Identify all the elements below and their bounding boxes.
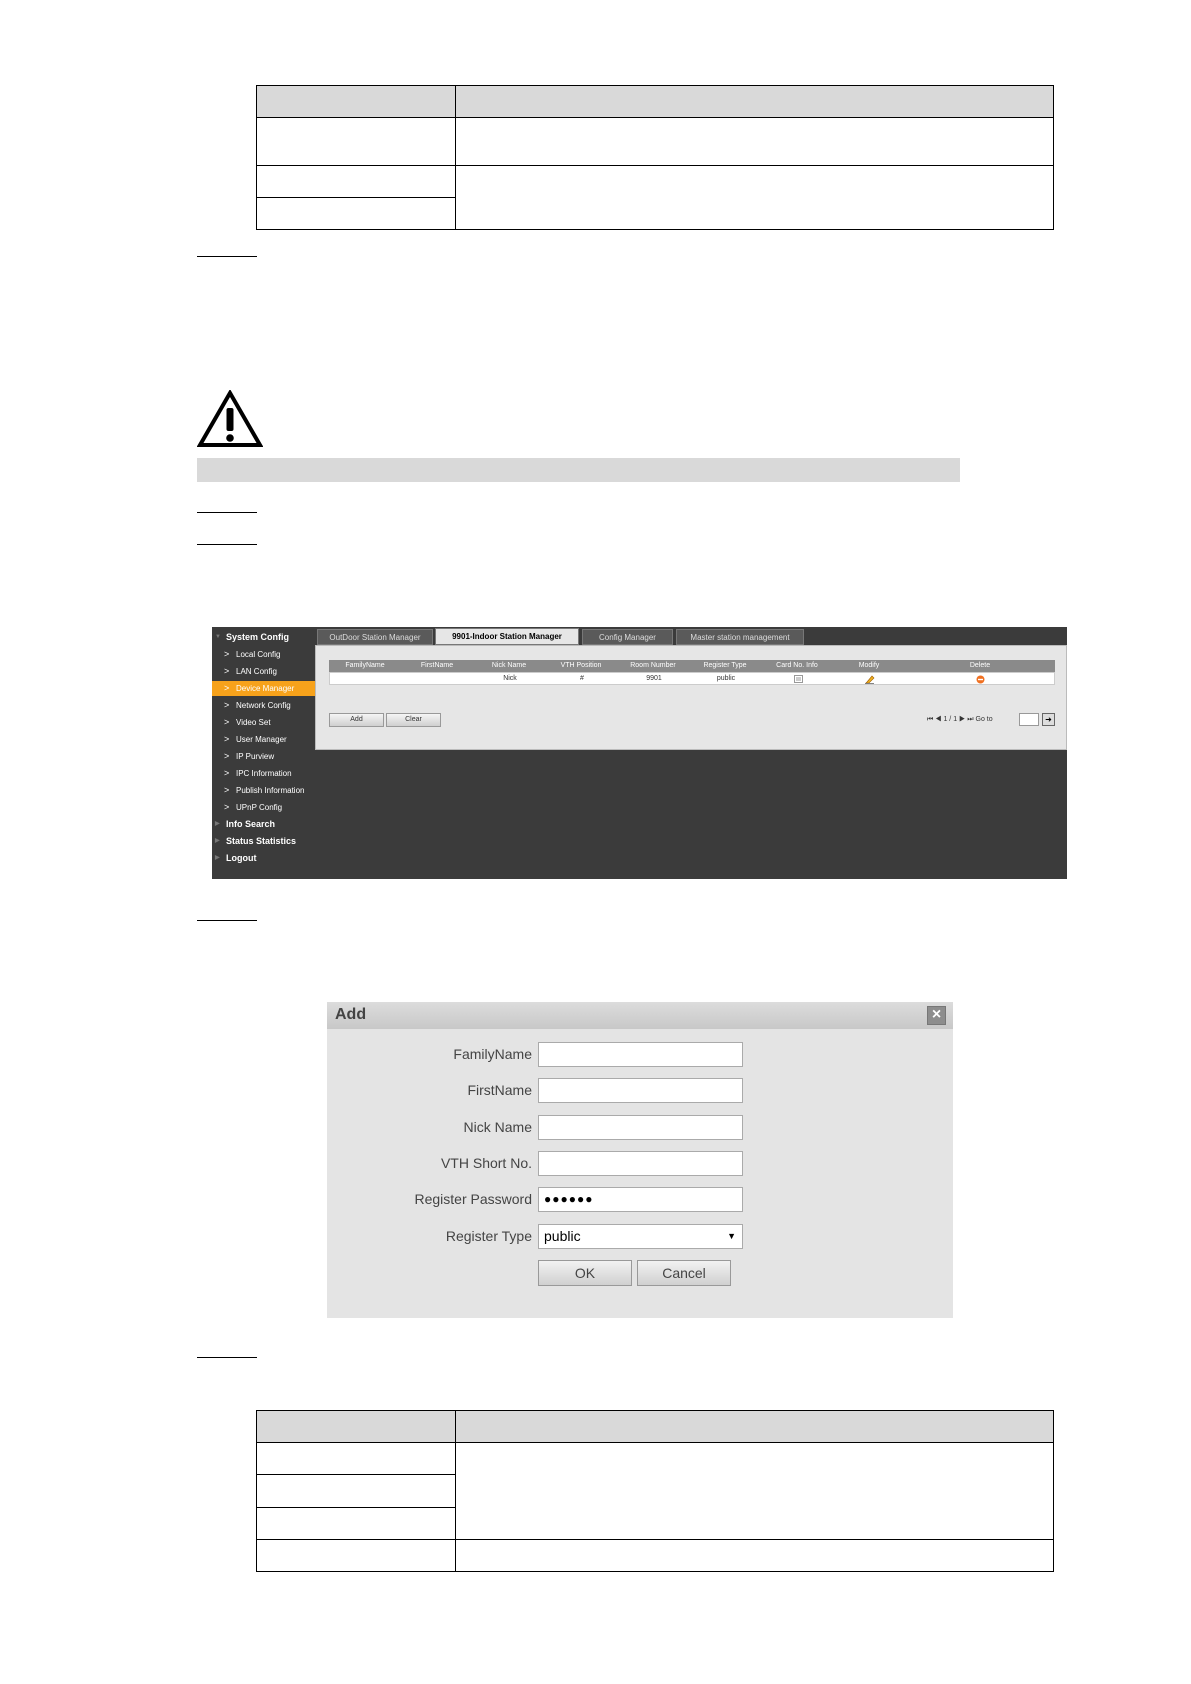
sidebar-item-ip-purview[interactable]: > IP Purview [212,749,315,764]
tab-indoor-station-manager[interactable]: 9901-Indoor Station Manager [435,628,579,645]
chevron-right-icon: > [224,666,230,676]
card-info-icon[interactable] [794,675,803,683]
sidebar-info-search[interactable]: ▶ Info Search [212,817,315,832]
chevron-right-icon: > [224,751,230,761]
sidebar-item-network-config[interactable]: > Network Config [212,698,315,713]
register-password-input[interactable]: ●●●●●● [538,1187,743,1212]
step-marker [197,920,257,921]
sidebar-item-user-manager[interactable]: > User Manager [212,732,315,747]
sidebar-item-device-manager[interactable]: > Device Manager [212,681,315,696]
chevron-right-icon: > [224,717,230,727]
table-row[interactable] [329,672,1055,685]
cell-nick-name: Nick [503,675,517,682]
bottom-table [256,1410,1054,1572]
table-header-cell [456,86,1054,118]
table-header-cell [257,1411,456,1443]
table-cell [257,1475,456,1508]
step-marker [197,256,257,257]
register-type-value: public [544,1228,581,1244]
table-cell [257,118,456,166]
column-header: Register Type [703,662,747,669]
column-header: Modify [858,662,880,669]
chevron-right-icon: > [224,683,230,693]
table-cell [257,1443,456,1475]
tab-config-manager[interactable]: Config Manager [582,629,673,645]
dialog-title: Add [335,1006,367,1023]
sidebar-system-config[interactable]: ▼ System Config [212,630,315,645]
nick-name-label: Nick Name [463,1119,532,1135]
tab-outdoor-station-manager[interactable]: OutDoor Station Manager [317,629,433,645]
sidebar-item-video-set[interactable]: > Video Set [212,715,315,730]
device-manager-screenshot [212,627,1067,879]
first-page-icon[interactable]: ⏮ [927,716,934,723]
delete-icon[interactable] [976,675,985,684]
table-cell [456,118,1054,166]
family-name-label: FamilyName [453,1046,532,1062]
table-header-cell [456,1411,1054,1443]
column-header: Nick Name [491,662,527,669]
vth-short-no-label: VTH Short No. [440,1155,532,1171]
top-table [256,85,1054,230]
table-cell [257,1540,456,1572]
sidebar-item-publish-information[interactable]: > Publish Information [212,783,315,798]
goto-label: Go to [975,716,993,723]
edit-icon[interactable] [865,674,875,684]
table-cell [456,166,1054,230]
tab-bar [315,627,1067,645]
table-cell [257,198,456,230]
column-header: Room Number [630,662,676,669]
cancel-button[interactable]: Cancel [637,1260,731,1286]
column-header: FamilyName [345,662,385,669]
chevron-right-icon: > [224,785,230,795]
table-cell [456,1540,1054,1572]
register-password-label: Register Password [414,1191,532,1207]
sidebar-item-local-config[interactable]: > Local Config [212,647,315,662]
vth-short-no-input[interactable] [538,1151,743,1176]
cell-register-type: public [716,675,736,682]
pager [927,713,993,727]
indoor-station-panel [315,645,1067,750]
chevron-right-icon: > [224,734,230,744]
register-type-label: Register Type [445,1228,532,1244]
goto-input[interactable] [1019,713,1039,726]
prev-page-icon[interactable]: ◀ [935,716,942,723]
go-arrow-icon[interactable]: ➜ [1042,713,1055,726]
column-header: Delete [969,662,991,669]
dialog-titlebar [327,1002,953,1029]
column-header: VTH Position [560,662,602,669]
cell-room-number: 9901 [646,675,662,682]
table-cell [456,1443,1054,1540]
table-header [329,660,1055,672]
nick-name-input[interactable] [538,1115,743,1140]
sidebar-item-ipc-information[interactable]: > IPC Information [212,766,315,781]
column-header: Card No. Info [776,662,818,669]
step-marker [197,544,257,545]
chevron-right-icon: > [224,768,230,778]
warning-icon [197,390,263,448]
add-button[interactable]: Add [329,713,384,727]
expand-icon: ▶ [215,821,220,827]
tab-master-station-management[interactable]: Master station management [676,629,804,645]
chevron-down-icon: ▼ [727,1231,736,1241]
register-type-select[interactable] [538,1224,743,1249]
sidebar [212,627,315,879]
sidebar-status-statistics[interactable]: ▶ Status Statistics [212,834,315,849]
step-marker [197,512,257,513]
family-name-input[interactable] [538,1042,743,1067]
last-page-icon[interactable]: ⏭ [967,716,974,723]
ok-button[interactable]: OK [538,1260,632,1286]
sidebar-item-lan-config[interactable]: > LAN Config [212,664,315,679]
table-cell [257,166,456,198]
table-header-cell [257,86,456,118]
warning-bar [197,458,960,482]
sidebar-logout[interactable]: ▶ Logout [212,851,315,866]
clear-button[interactable]: Clear [386,713,441,727]
chevron-right-icon: > [224,649,230,659]
expand-icon: ▶ [215,838,220,844]
expand-icon: ▶ [215,855,220,861]
close-icon[interactable]: × [927,1006,946,1025]
sidebar-item-upnp-config[interactable]: > UPnP Config [212,800,315,815]
chevron-right-icon: > [224,802,230,812]
step-marker [197,1357,257,1358]
column-header: FirstName [420,662,454,669]
page-indicator: 1 / 1 [943,716,958,723]
cell-vth-position: # [580,675,584,682]
table-cell [257,1508,456,1540]
first-name-label: FirstName [467,1082,532,1098]
first-name-input[interactable] [538,1078,743,1103]
expand-icon: ▼ [215,634,221,640]
chevron-right-icon: > [224,700,230,710]
next-page-icon[interactable]: ▶ [959,716,966,723]
add-dialog [327,1002,953,1318]
